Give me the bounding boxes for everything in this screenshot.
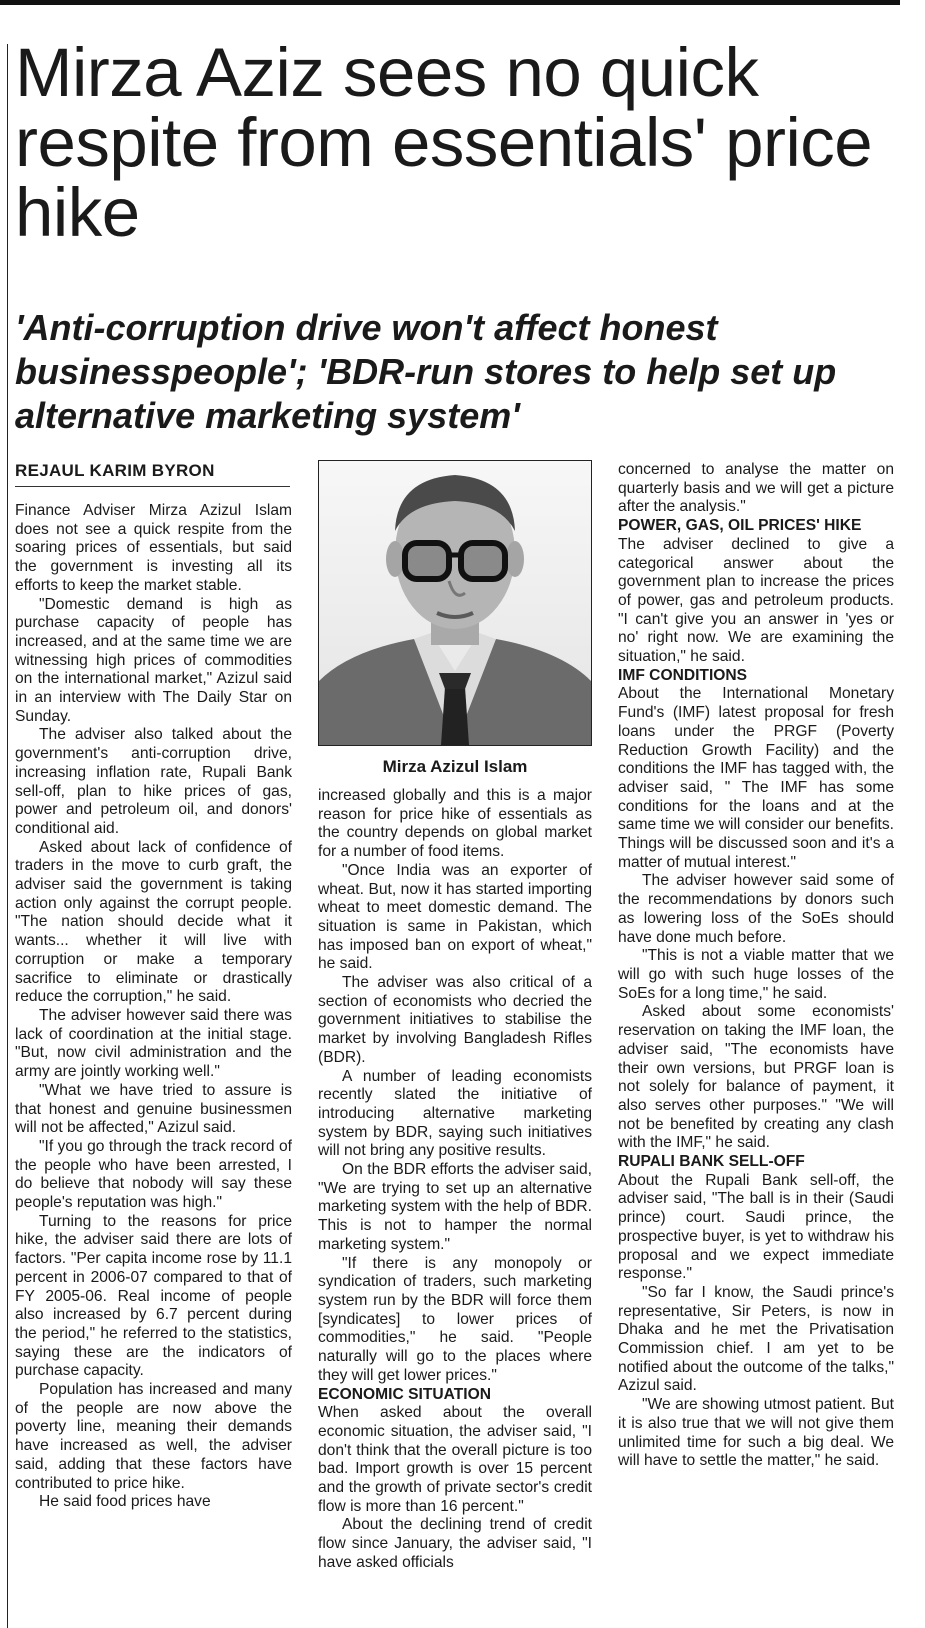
paragraph: concerned to analyse the matter on quarterly basis and we will get a picture after the analysis.": [618, 461, 894, 516]
headline: Mirza Aziz sees no quick respite from essentials' price hike: [15, 34, 873, 251]
paragraph: He said food prices have: [39, 1493, 211, 1511]
paragraph: "We are showing utmost patient. But it is also true that we will not give them unlimited time for such a big deal. We will have to settle the matter," he said.: [618, 1396, 894, 1470]
column-3: [618, 461, 894, 1471]
section-heading: ECONOMIC SITUATION: [318, 1385, 491, 1403]
paragraph: The adviser declined to give a categorical answer about the government plan to increase the prices of power, gas and petroleum products. "I can't give you an answer in 'yes or no' right now. We are examining the situation," he said.: [618, 535, 894, 666]
paragraph: Finance Adviser Mirza Azizul Islam does not see a quick respite from the soaring prices of essentials, but said the government is investing all its efforts to keep the market stable.: [15, 502, 292, 594]
column-1: [15, 502, 292, 1512]
paragraph: The adviser however said some of the recommendations by donors such as lowering loss of the SoEs should have done much before.: [618, 872, 894, 946]
paragraph: "Once India was an exporter of wheat. But, now it has started importing wheat to meet domestic demand. The situation is same in Pakistan, which has imposed ban on export of wheat," he said.: [318, 861, 592, 973]
paragraph: About the International Monetary Fund's (IMF) latest proposal for fresh loans under the PRGF (Poverty Reduction Growth Facility) and the conditions the IMF has tagged with, the adviser said, " The IMF has some conditions for the loans and at the same time we will consider our benefits. Things will be discussed soon and it's a matter of mutual interest.": [618, 685, 894, 871]
paragraph: About the Rupali Bank sell-off, the adviser said, "The ball is in their (Saudi prince) court. Saudi prince, the prospective buyer, is yet to withdraw his proposal and we expect immediate response.": [618, 1171, 894, 1283]
paragraph: "If you go through the track record of the people who have been arrested, I do believe that nobody will say these people's reputation was high.": [15, 1137, 292, 1212]
paragraph: Asked about some economists' reservation on taking the IMF loan, the adviser said, "The economists have their own versions, but PRGF loan is not solely for balance of payment, it also serves other purposes." "We will not be benefited by creating any clash with the IMF," he said.: [618, 1003, 894, 1152]
paragraph: Population has increased and many of the people are now above the poverty line, meaning their demands have increased as well, the adviser said, adding that these factors have contributed to price hike.: [15, 1381, 292, 1492]
paragraph: "So far I know, the Saudi prince's representative, Sir Peters, is now in Dhaka and he met the Privatisation Commission chief. I am yet to be notified about the outcome of the talks," Azizul said.: [618, 1283, 894, 1395]
top-rule: [0, 0, 900, 5]
paragraph: When asked about the overall economic situation, the adviser said, "I don't think that the overall picture is too bad. Import growth is over 15 percent and the growth of private sector's credit flow is more than 16 percent.": [318, 1404, 592, 1515]
byline: [15, 461, 290, 487]
paragraph: "If there is any monopoly or syndication of traders, such marketing system run by the BDR will force them [syndicates] to lower prices of commodities," he said. "People naturally will go to the places where they will get lower prices.": [318, 1254, 592, 1384]
byline-text: REJAUL KARIM BYRON: [15, 461, 215, 480]
paragraph: The adviser also talked about the government's anti-corruption drive, increasing inflation rate, Rupali Bank sell-off, plan to hike prices of gas, power and petroleum oil, and donors' conditional aid.: [15, 726, 292, 837]
column-2: [318, 787, 592, 1573]
portrait-photo: [318, 460, 592, 746]
paragraph: Turning to the reasons for price hike, the adviser said there are lots of factors. "Per capita income rose by 11.1 percent in 2006-07 compared to that of FY 2005-06. Real income of people also increased by 6.7 percent during the period," he referred to the statistics, saying these are the indicators of purchase capacity.: [15, 1212, 292, 1380]
paragraph: A number of leading economists recently slated the initiative of introducing alternative marketing system by BDR, saying such initiatives will not bring any positive results.: [318, 1067, 592, 1160]
paragraph: "Domestic demand is high as purchase capacity of people has increased, and at the same time we are witnessing high prices of commodities on the international market," Azizul said in an interview with The Daily Star on Sunday.: [15, 595, 292, 725]
deck-subheadline: 'Anti-corruption drive won't affect honest businesspeople'; 'BDR-run stores to help set up alternative marketing system': [15, 307, 837, 436]
photo-caption: Mirza Azizul Islam: [382, 757, 528, 776]
portrait-image: [319, 461, 591, 745]
paragraph: The adviser was also critical of a section of economists who decried the government initiatives to stabilise the market by involving Bangladesh Rifles (BDR).: [318, 974, 592, 1066]
paragraph: The adviser however said there was lack of coordination at the initial stage. "But, now civil administration and the army are jointly working well.": [15, 1006, 292, 1081]
section-heading: IMF CONDITIONS: [618, 666, 748, 684]
paragraph: On the BDR efforts the adviser said, "We are trying to set up an alternative marketing system with the help of BDR. This is not to hamper the normal marketing system.": [318, 1161, 592, 1253]
paragraph: increased globally and this is a major reason for price hike of essentials as the country depends on global market for a number of food items.: [318, 787, 592, 861]
left-rule: [7, 44, 8, 1628]
paragraph: "What we have tried to assure is that honest and genuine businessmen will not be affected," Azizul said.: [15, 1081, 292, 1137]
paragraph: "This is not a viable matter that we will go with such huge losses of the SoEs for a long time," he said.: [618, 947, 894, 1002]
paragraph: Asked about lack of confidence of traders in the move to curb graft, the adviser said the government is taking action only against the corrupt people. "The nation should decide what it wants... whether it will live with corruption or make a temporary sacrifice to eliminate or drastically reduce the corruption," he said.: [15, 838, 292, 1006]
section-heading: RUPALI BANK SELL-OFF: [618, 1153, 805, 1171]
paragraph: About the declining trend of credit flow since January, the adviser said, "I have asked officials: [318, 1516, 592, 1571]
section-heading: POWER, GAS, OIL PRICES' HIKE: [618, 517, 862, 535]
